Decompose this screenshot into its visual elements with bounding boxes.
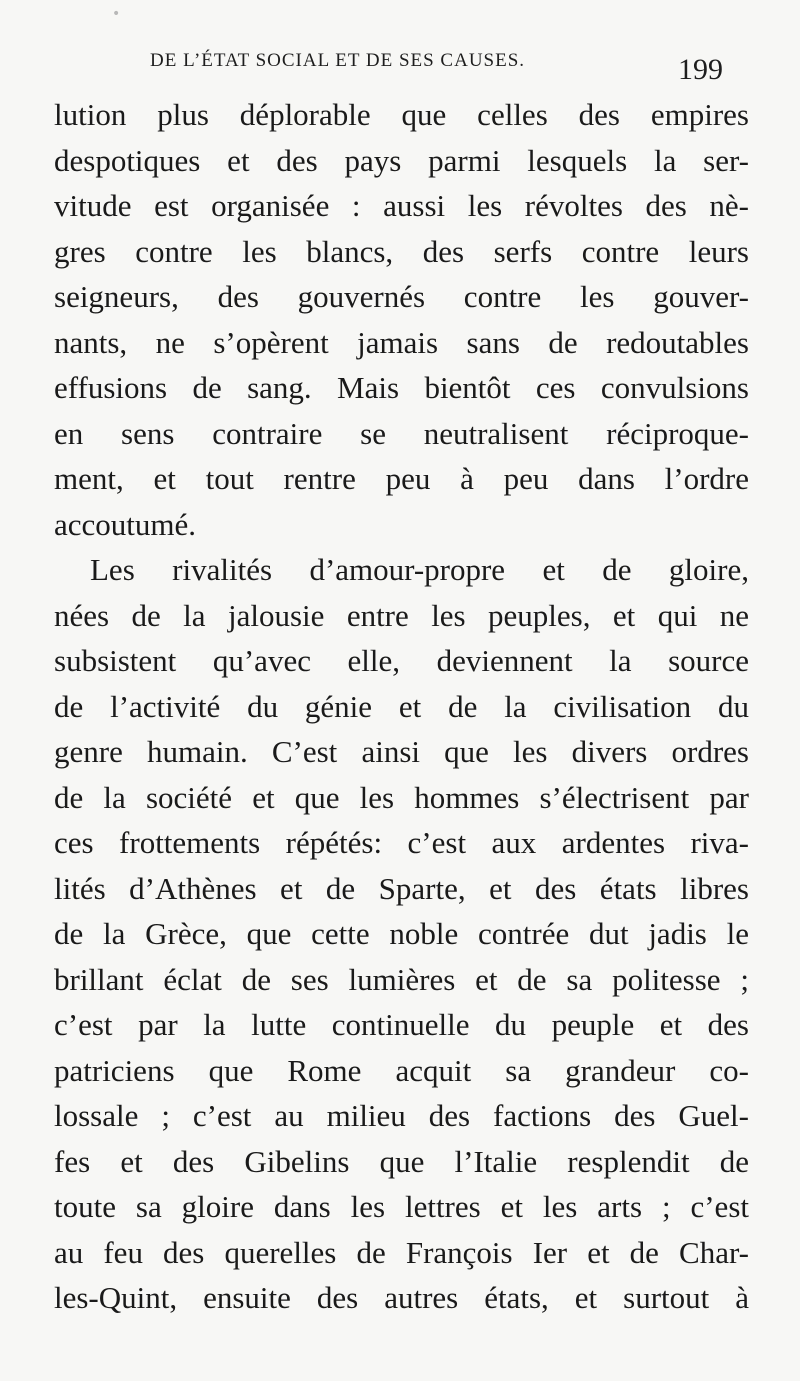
text-line: lution plus déplorable que celles des empires <box>54 97 749 132</box>
text-line: vitude est organisée : aussi les révoltes des nè- <box>54 188 749 223</box>
text-line: seigneurs, des gouvernés contre les gouver- <box>54 279 749 314</box>
text-line: ment, et tout rentre peu à peu dans l’ordre <box>54 461 749 496</box>
paragraph-2 <box>54 547 749 1321</box>
text-line: lossale ; c’est au milieu des factions des Guel- <box>54 1098 749 1133</box>
text-line: fes et des Gibelins que l’Italie resplendit de <box>54 1143 749 1179</box>
text-line: effusions de sang. Mais bientôt ces convulsions <box>54 370 749 405</box>
text-line: patriciens que Rome acquit sa grandeur co- <box>54 1052 749 1088</box>
text-line: gres contre les blancs, des serfs contre leurs <box>54 233 749 269</box>
paper-speck: • <box>112 6 121 22</box>
text-line: toute sa gloire dans les lettres et les arts ; c’est <box>54 1189 749 1224</box>
paragraph-1 <box>54 92 749 547</box>
running-head <box>150 50 770 90</box>
text-line: genre humain. C’est ainsi que les divers ordres <box>54 734 749 769</box>
text-line: despotiques et des pays parmi lesquels la ser- <box>54 142 749 178</box>
text-line: nants, ne s’opèrent jamais sans de redoutables <box>54 324 749 360</box>
text-line: c’est par la lutte continuelle du peuple et des <box>54 1007 749 1042</box>
running-title: DE L’ÉTAT SOCIAL ET DE SES CAUSES. <box>150 50 526 71</box>
text-line: de l’activité du génie et de la civilisation du <box>54 688 749 724</box>
text-line: au feu des querelles de François Ier et de Char- <box>54 1234 749 1270</box>
text-line: de la Grèce, que cette noble contrée dut jadis le <box>54 916 749 951</box>
text-line: les-Quint, ensuite des autres états, et surtout à <box>54 1280 749 1315</box>
text-line: subsistent qu’avec elle, deviennent la source <box>54 643 749 678</box>
body-text <box>54 92 749 1321</box>
text-line: brillant éclat de ses lumières et de sa politesse ; <box>54 961 749 997</box>
text-line: ces frottements répétés: c’est aux ardentes riva- <box>54 825 749 860</box>
text-line: Les rivalités d’amour-propre et de gloire, <box>90 552 749 587</box>
text-line: accoutumé. <box>54 506 197 542</box>
text-line: de la société et que les hommes s’électrisent par <box>54 779 749 815</box>
text-line: en sens contraire se neutralisent réciproque- <box>54 415 749 451</box>
page-number: 199 <box>678 53 723 86</box>
text-line: nées de la jalousie entre les peuples, et qui ne <box>54 597 749 633</box>
text-line: lités d’Athènes et de Sparte, et des états libres <box>54 870 749 906</box>
